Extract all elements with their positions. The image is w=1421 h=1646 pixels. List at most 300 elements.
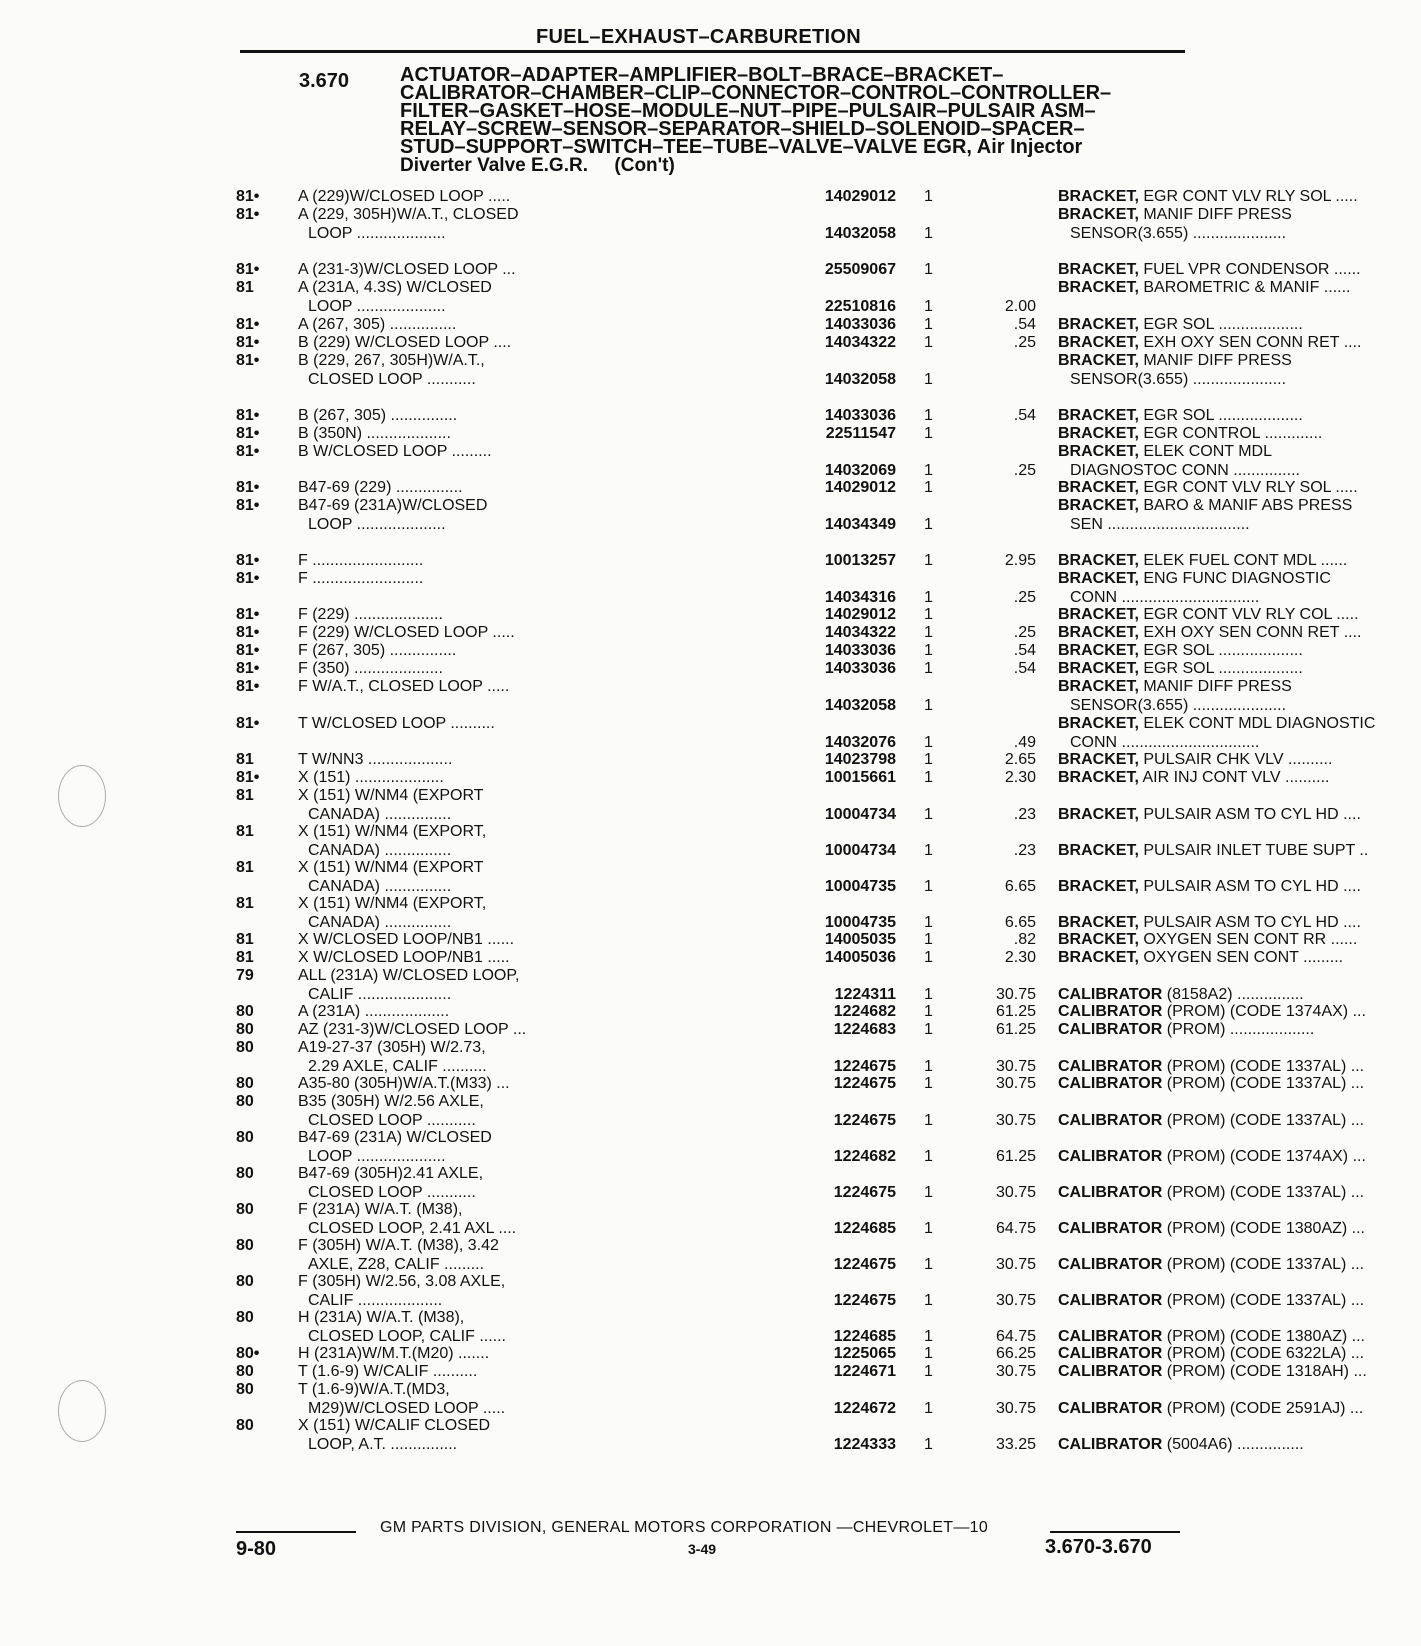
part-name <box>1070 589 1421 608</box>
price: 2.30 <box>1004 769 1036 786</box>
model-code: 81 <box>236 787 254 804</box>
part-name-text: PULSAIR INLET TUBE SUPT .. <box>1143 841 1369 859</box>
part-name-text: EGR SOL ................... <box>1143 642 1303 659</box>
part-row <box>236 552 1348 571</box>
footer-publisher: GM PARTS DIVISION, GENERAL MOTORS CORPORATION —CHEVROLET—10 <box>380 1519 989 1536</box>
application-desc: T (1.6-9)W/A.T.(MD3, <box>298 1381 450 1398</box>
part-name-text: (PROM) ................... <box>1166 1021 1315 1038</box>
price: 64.75 <box>995 1327 1036 1345</box>
price: 64.75 <box>995 1219 1036 1237</box>
part-row <box>236 1309 1365 1346</box>
part-category: CALIBRATOR <box>1058 1399 1163 1417</box>
part-category: CALIBRATOR <box>1058 1345 1163 1362</box>
application-desc: B47-69 (305H)2.41 AXLE, <box>298 1165 484 1182</box>
quantity: 1 <box>924 188 933 205</box>
part-category: BRACKET, <box>1058 913 1139 931</box>
part-category: BRACKET, <box>1058 497 1139 514</box>
quantity: 1 <box>924 1363 933 1380</box>
application-desc: CLOSED LOOP, CALIF ...... <box>308 1327 506 1345</box>
price: .25 <box>1013 461 1036 479</box>
footer-page-number: 3-49 <box>688 1541 717 1557</box>
application-desc: A (231-3)W/CLOSED LOOP ... <box>298 261 516 278</box>
part-name-text: BAROMETRIC & MANIF ...... <box>1143 279 1351 296</box>
part-number: 14034349 <box>824 515 896 533</box>
part-name-text: (PROM) (CODE 1337AL) ... <box>1166 1057 1365 1075</box>
model-code: 81• <box>236 678 260 695</box>
model-code: 80 <box>236 1201 254 1218</box>
part-name <box>1058 1021 1421 1040</box>
price: 61.25 <box>995 1021 1036 1038</box>
part-number: 1224682 <box>833 1003 896 1020</box>
footer-rule <box>236 1531 356 1533</box>
part-category: CALIBRATOR <box>1058 1219 1163 1237</box>
application-desc: CLOSED LOOP ........... <box>308 370 476 388</box>
part-name <box>1058 1220 1421 1239</box>
part-name-text: (PROM) (CODE 2591AJ) ... <box>1166 1399 1364 1417</box>
part-name <box>1058 660 1421 679</box>
application-desc: CLOSED LOOP ........... <box>308 1183 476 1201</box>
application-desc: ALL (231A) W/CLOSED LOOP, <box>298 967 520 984</box>
model-code: 81• <box>236 624 260 641</box>
part-category: BRACKET, <box>1058 877 1139 895</box>
model-code: 81• <box>236 188 260 205</box>
part-category: BRACKET, <box>1058 642 1139 659</box>
application-desc: F (350) .................... <box>298 660 443 677</box>
part-category: BRACKET, <box>1058 805 1139 823</box>
quantity: 1 <box>924 370 933 388</box>
quantity: 1 <box>924 316 933 333</box>
part-row <box>236 1129 1366 1166</box>
application-desc: B (229) W/CLOSED LOOP .... <box>298 334 512 351</box>
part-category: BRACKET, <box>1058 660 1139 677</box>
part-number: 1224671 <box>833 1363 896 1380</box>
part-row <box>236 660 1303 679</box>
part-row <box>236 261 1361 280</box>
model-code: 81 <box>236 895 254 912</box>
part-number: 22510816 <box>824 297 896 315</box>
quantity: 1 <box>924 696 933 714</box>
part-name <box>1058 316 1421 335</box>
part-name <box>1058 949 1421 968</box>
application-desc: CANADA) ............... <box>308 841 452 859</box>
price: 30.75 <box>995 1291 1036 1309</box>
part-row <box>236 352 1292 389</box>
model-code: 80• <box>236 1345 260 1362</box>
part-row <box>236 570 1331 607</box>
quantity: 1 <box>924 1435 933 1453</box>
part-category: BRACKET, <box>1058 279 1139 296</box>
part-category: BRACKET, <box>1058 425 1139 442</box>
part-number: 1224675 <box>833 1075 896 1092</box>
model-code: 80 <box>236 1021 254 1038</box>
application-desc: F (231A) W/A.T. (M38), <box>298 1201 463 1218</box>
model-code: 81 <box>236 279 254 296</box>
part-row <box>236 1417 1304 1454</box>
part-name <box>1058 806 1421 825</box>
part-row <box>236 895 1361 932</box>
part-row <box>236 443 1300 480</box>
page-title: FUEL–EXHAUST–CARBURETION <box>536 26 862 48</box>
application-desc: A (229)W/CLOSED LOOP ..... <box>298 188 511 205</box>
part-name <box>1058 552 1421 571</box>
application-desc: F (305H) W/2.56, 3.08 AXLE, <box>298 1273 506 1290</box>
application-desc: CLOSED LOOP ........... <box>308 1111 476 1129</box>
quantity: 1 <box>924 261 933 278</box>
part-category: BRACKET, <box>1058 769 1139 786</box>
part-row <box>236 1237 1365 1274</box>
price: 30.75 <box>995 1255 1036 1273</box>
model-code: 80 <box>236 1237 254 1254</box>
model-code: 80 <box>236 1273 254 1290</box>
part-number: 1224682 <box>833 1147 896 1165</box>
price: .25 <box>1013 334 1036 351</box>
part-category: BRACKET, <box>1058 479 1139 496</box>
part-number: 14029012 <box>824 606 896 623</box>
price: 61.25 <box>995 1003 1036 1020</box>
application-desc: F ......................... <box>298 570 424 587</box>
part-name <box>1058 497 1421 516</box>
part-category: CALIBRATOR <box>1058 1291 1163 1309</box>
quantity: 1 <box>924 1399 933 1417</box>
price: 30.75 <box>995 1111 1036 1129</box>
part-name-text: PULSAIR ASM TO CYL HD .... <box>1143 805 1361 823</box>
part-name-text: MANIF DIFF PRESS <box>1143 678 1292 695</box>
quantity: 1 <box>924 877 933 895</box>
part-category: BRACKET, <box>1058 188 1139 205</box>
quantity: 1 <box>924 805 933 823</box>
part-number: 14032076 <box>824 733 896 751</box>
application-desc: T W/CLOSED LOOP .......... <box>298 715 495 732</box>
part-number: 14034322 <box>824 624 896 641</box>
part-name-text: OXYGEN SEN CONT RR ...... <box>1143 931 1358 948</box>
price: .23 <box>1013 841 1036 859</box>
application-desc: X (151) W/NM4 (EXPORT, <box>298 895 487 912</box>
quantity: 1 <box>924 931 933 948</box>
part-category: CALIBRATOR <box>1058 1327 1163 1345</box>
quantity: 1 <box>924 334 933 351</box>
model-code: 80 <box>236 1129 254 1146</box>
part-number: 14005035 <box>824 931 896 948</box>
part-number: 14005036 <box>824 949 896 966</box>
part-category: BRACKET, <box>1058 931 1139 948</box>
part-row <box>236 751 1333 770</box>
price: .49 <box>1013 733 1036 751</box>
part-row <box>236 334 1362 353</box>
quantity: 1 <box>924 1003 933 1020</box>
part-category: CALIBRATOR <box>1058 1057 1163 1075</box>
price: .54 <box>1013 407 1036 424</box>
part-name-text: ENG FUNC DIAGNOSTIC <box>1143 570 1331 587</box>
part-name-text: EGR SOL ................... <box>1143 407 1303 424</box>
model-code: 80 <box>236 1381 254 1398</box>
part-number: 1224683 <box>833 1021 896 1038</box>
application-desc: CANADA) ............... <box>308 805 452 823</box>
part-category: BRACKET, <box>1058 570 1139 587</box>
part-category: CALIBRATOR <box>1058 1255 1163 1273</box>
part-number: 25509067 <box>824 261 896 278</box>
application-desc: F W/A.T., CLOSED LOOP ..... <box>298 678 510 695</box>
part-name <box>1058 606 1421 625</box>
model-code: 81• <box>236 552 260 569</box>
price: 30.75 <box>995 985 1036 1003</box>
part-row <box>236 769 1330 788</box>
application-desc: B47-69 (229) ............... <box>298 479 463 496</box>
price: 2.00 <box>1004 297 1036 315</box>
part-number: 14033036 <box>824 407 896 424</box>
part-number: 1224675 <box>833 1057 896 1075</box>
part-row <box>236 1021 1315 1040</box>
application-desc: F (229) .................... <box>298 606 443 623</box>
part-row <box>236 1273 1365 1310</box>
part-name-text: OXYGEN SEN CONT ......... <box>1143 949 1344 966</box>
model-code: 81 <box>236 823 254 840</box>
part-category: CALIBRATOR <box>1058 1003 1163 1020</box>
part-name <box>1058 715 1421 734</box>
part-number: 14023798 <box>824 751 896 768</box>
application-desc: B (229, 267, 305H)W/A.T., <box>298 352 485 369</box>
application-desc: B (267, 305) ............... <box>298 407 458 424</box>
part-name <box>1058 334 1421 353</box>
model-code: 80 <box>236 1093 254 1110</box>
model-code: 81• <box>236 479 260 496</box>
part-name-text: EGR CONT VLV RLY COL ..... <box>1143 606 1359 623</box>
application-desc: B35 (305H) W/2.56 AXLE, <box>298 1093 484 1110</box>
quantity: 1 <box>924 552 933 569</box>
part-row <box>236 715 1376 752</box>
part-name <box>1058 279 1421 298</box>
part-name-text: EGR CONTROL ............. <box>1143 425 1323 442</box>
price: 2.30 <box>1004 949 1036 966</box>
part-category: BRACKET, <box>1058 949 1139 966</box>
part-category: BRACKET, <box>1058 751 1139 768</box>
quantity: 1 <box>924 479 933 496</box>
model-code: 81• <box>236 206 260 223</box>
price: 6.65 <box>1004 913 1036 931</box>
part-number: 14029012 <box>824 479 896 496</box>
model-code: 79 <box>236 967 254 984</box>
quantity: 1 <box>924 624 933 641</box>
part-name-text: (PROM) (CODE 1337AL) ... <box>1166 1183 1365 1201</box>
application-desc: F ......................... <box>298 552 424 569</box>
part-name-text: DIAGNOSTOC CONN ............... <box>1070 461 1300 479</box>
quantity: 1 <box>924 769 933 786</box>
part-number: 1224311 <box>834 985 896 1003</box>
part-name-text: EGR SOL ................... <box>1143 660 1303 677</box>
part-name <box>1070 516 1421 535</box>
part-name-text: MANIF DIFF PRESS <box>1143 206 1292 223</box>
price: .54 <box>1013 316 1036 333</box>
part-category: BRACKET, <box>1058 678 1139 695</box>
price: 30.75 <box>995 1075 1036 1092</box>
application-desc: CALIF ..................... <box>308 985 452 1003</box>
part-name <box>1058 1148 1421 1167</box>
quantity: 1 <box>924 913 933 931</box>
part-name-text: (5004A6) ............... <box>1166 1435 1304 1453</box>
part-name <box>1058 1075 1421 1094</box>
part-number: 14034322 <box>824 334 896 351</box>
quantity: 1 <box>924 606 933 623</box>
application-desc: T W/NN3 ................... <box>298 751 453 768</box>
part-row <box>236 678 1292 715</box>
price: .54 <box>1013 660 1036 677</box>
part-row <box>236 407 1303 426</box>
part-number: 10013257 <box>824 552 896 569</box>
model-code: 80 <box>236 1003 254 1020</box>
application-desc: B W/CLOSED LOOP ......... <box>298 443 492 460</box>
part-name-text: EXH OXY SEN CONN RET .... <box>1143 334 1362 351</box>
price: 30.75 <box>995 1183 1036 1201</box>
part-name-text: (PROM) (CODE 1374AX) ... <box>1166 1003 1366 1020</box>
model-code: 80 <box>236 1363 254 1380</box>
part-name-text: (PROM) (CODE 1374AX) ... <box>1166 1147 1366 1165</box>
price: 30.75 <box>995 1363 1036 1380</box>
part-category: CALIBRATOR <box>1058 985 1163 1003</box>
price: .25 <box>1013 624 1036 641</box>
part-category: BRACKET, <box>1058 624 1139 641</box>
application-desc: A (231A) ................... <box>298 1003 450 1020</box>
part-name-text: (PROM) (CODE 1337AL) ... <box>1166 1111 1365 1129</box>
part-name <box>1058 751 1421 770</box>
application-desc: CLOSED LOOP, 2.41 AXL .... <box>308 1219 517 1237</box>
part-category: CALIBRATOR <box>1058 1363 1163 1380</box>
part-number: 1224675 <box>833 1111 896 1129</box>
part-number: 22511547 <box>825 425 896 442</box>
application-desc: LOOP .................... <box>308 1147 446 1165</box>
application-desc: H (231A)W/M.T.(M20) ....... <box>298 1345 490 1362</box>
part-row <box>236 279 1351 316</box>
title-rule <box>240 50 1185 53</box>
part-name <box>1058 1003 1421 1022</box>
price: .25 <box>1013 588 1036 606</box>
part-name <box>1058 642 1421 661</box>
quantity: 1 <box>924 425 933 442</box>
application-desc: X (151) .................... <box>298 769 444 786</box>
quantity: 1 <box>924 949 933 966</box>
application-desc: A19-27-37 (305H) W/2.73, <box>298 1039 486 1056</box>
part-number: 10004735 <box>824 877 896 895</box>
part-name <box>1058 1400 1421 1419</box>
model-code: 81• <box>236 316 260 333</box>
part-name-text: (PROM) (CODE 1380AZ) ... <box>1166 1327 1365 1345</box>
part-row <box>236 823 1369 860</box>
part-name <box>1058 1436 1421 1455</box>
part-row <box>236 1093 1365 1130</box>
quantity: 1 <box>924 1183 933 1201</box>
part-number: 14033036 <box>824 316 896 333</box>
part-category: CALIBRATOR <box>1058 1075 1163 1092</box>
price: 33.25 <box>995 1435 1036 1453</box>
part-category: BRACKET, <box>1058 316 1139 333</box>
model-code: 81• <box>236 570 260 587</box>
application-desc: LOOP .................... <box>308 224 446 242</box>
part-number: 14032058 <box>824 696 896 714</box>
application-desc: X W/CLOSED LOOP/NB1 ..... <box>298 949 510 966</box>
quantity: 1 <box>924 1021 933 1038</box>
quantity: 1 <box>924 1345 933 1362</box>
model-code: 80 <box>236 1075 254 1092</box>
model-code: 81• <box>236 715 260 732</box>
part-name-text: CONN ............................... <box>1070 733 1260 751</box>
part-name-text: PULSAIR ASM TO CYL HD .... <box>1143 913 1361 931</box>
model-code: 80 <box>236 1309 254 1326</box>
part-number: 1224675 <box>833 1291 896 1309</box>
price: 2.65 <box>1004 751 1036 768</box>
part-name <box>1058 1184 1421 1203</box>
footer-rule <box>1050 1531 1180 1533</box>
application-desc: AZ (231-3)W/CLOSED LOOP ... <box>298 1021 527 1038</box>
section-heading <box>400 66 1190 176</box>
part-name <box>1070 371 1421 390</box>
model-code: 81• <box>236 425 260 442</box>
part-name <box>1058 878 1421 897</box>
part-category: BRACKET, <box>1058 334 1139 351</box>
part-name <box>1058 479 1421 498</box>
part-name <box>1058 986 1421 1005</box>
application-desc: M29)W/CLOSED LOOP ..... <box>308 1399 506 1417</box>
model-code: 81• <box>236 352 260 369</box>
part-name-text: BARO & MANIF ABS PRESS <box>1143 497 1353 514</box>
part-number: 14029012 <box>824 188 896 205</box>
part-number: 1224685 <box>833 1219 896 1237</box>
part-row <box>236 787 1361 824</box>
part-name-text: PULSAIR ASM TO CYL HD .... <box>1143 877 1361 895</box>
part-name <box>1070 697 1421 716</box>
model-code: 81 <box>236 859 254 876</box>
part-category: BRACKET, <box>1058 352 1139 369</box>
quantity: 1 <box>924 985 933 1003</box>
part-name-text: (PROM) (CODE 1318AH) ... <box>1166 1363 1367 1380</box>
quantity: 1 <box>924 1147 933 1165</box>
part-category: BRACKET, <box>1058 206 1139 223</box>
application-desc: T (1.6-9) W/CALIF .......... <box>298 1363 478 1380</box>
part-name-text: SENSOR(3.655) ..................... <box>1070 224 1287 242</box>
application-desc: LOOP .................... <box>308 515 446 533</box>
part-row <box>236 206 1292 243</box>
part-name-text: ELEK FUEL CONT MDL ...... <box>1143 552 1348 569</box>
application-desc: CANADA) ............... <box>308 913 452 931</box>
heading-line: FILTER–GASKET–HOSE–MODULE–NUT–PIPE–PULSAIR–PULSAIR ASM– <box>400 100 1096 122</box>
quantity: 1 <box>924 841 933 859</box>
part-name-text: SENSOR(3.655) ..................... <box>1070 370 1287 388</box>
part-name-text: CONN ............................... <box>1070 588 1260 606</box>
part-name-text: (PROM) (CODE 1337AL) ... <box>1166 1075 1365 1092</box>
part-name <box>1058 352 1421 371</box>
part-row <box>236 1039 1365 1076</box>
part-name <box>1058 570 1421 589</box>
part-category: CALIBRATOR <box>1058 1111 1163 1129</box>
application-desc: CALIF ................... <box>308 1291 443 1309</box>
heading-line: RELAY–SCREW–SENSOR–SEPARATOR–SHIELD–SOLENOID–SPACER– <box>400 118 1085 140</box>
part-name <box>1070 734 1421 753</box>
punch-hole-mark <box>58 1380 106 1442</box>
application-desc: F (229) W/CLOSED LOOP ..... <box>298 624 515 641</box>
part-category: CALIBRATOR <box>1058 1435 1163 1453</box>
part-name <box>1070 225 1421 244</box>
part-row <box>236 1075 1365 1094</box>
application-desc: F (305H) W/A.T. (M38), 3.42 <box>298 1237 499 1254</box>
quantity: 1 <box>924 751 933 768</box>
part-number: 14032058 <box>824 370 896 388</box>
part-number: 10004734 <box>824 805 896 823</box>
part-number: 10015661 <box>824 769 896 786</box>
quantity: 1 <box>924 224 933 242</box>
part-name <box>1058 206 1421 225</box>
quantity: 1 <box>924 588 933 606</box>
part-number: 1224675 <box>833 1183 896 1201</box>
part-name <box>1058 1328 1421 1347</box>
part-number: 14033036 <box>824 660 896 677</box>
part-number: 1224672 <box>833 1399 896 1417</box>
